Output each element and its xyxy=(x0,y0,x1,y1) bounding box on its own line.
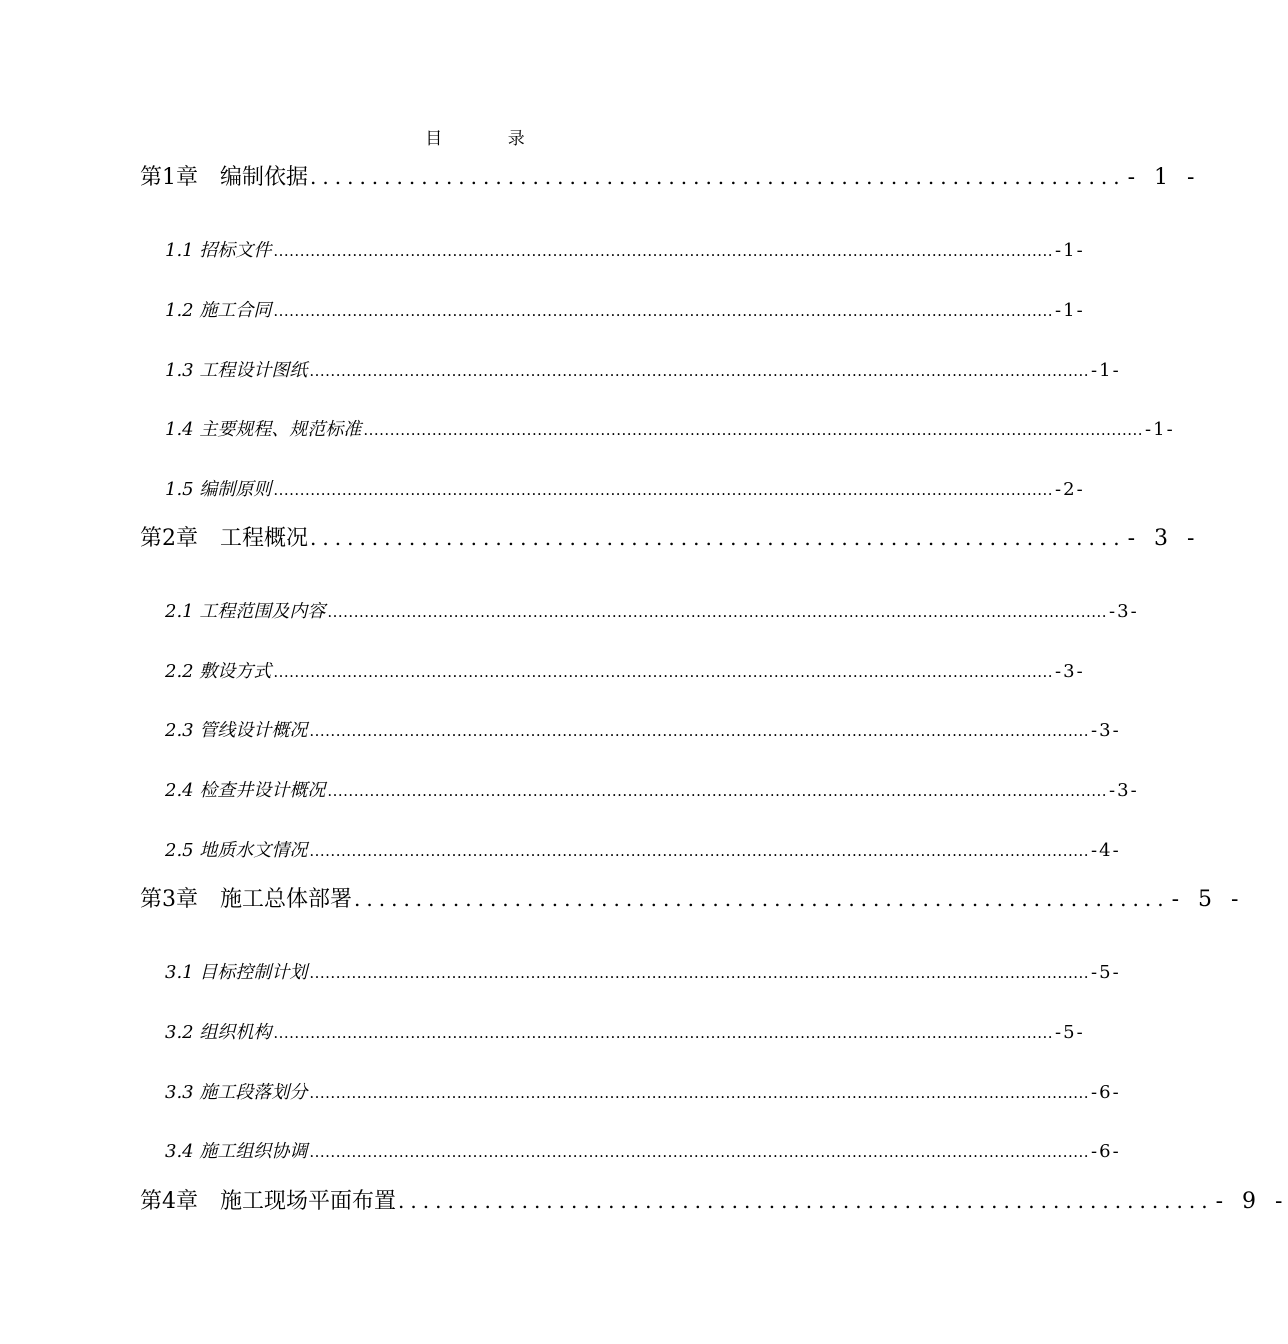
toc-section-2-5[interactable] xyxy=(165,836,1121,861)
page-number: -3- xyxy=(1109,601,1139,622)
dot-leader: .................................................................. xyxy=(398,1189,1214,1213)
section-title: 3.1 目标控制计划 xyxy=(165,962,308,983)
page-number: - 5 - xyxy=(1171,887,1245,912)
toc-chapter-3[interactable] xyxy=(140,882,1245,912)
dot-leader: .................................................................................................................................................... xyxy=(309,362,1090,380)
page-number: -3- xyxy=(1055,661,1085,682)
toc-section-2-4[interactable] xyxy=(165,776,1139,801)
page-number: -2- xyxy=(1055,479,1085,500)
dot-leader: .................................................................................................................................................... xyxy=(309,964,1090,982)
dot-leader: .................................................................................................................................................... xyxy=(309,1084,1090,1102)
page-number: -3- xyxy=(1091,720,1121,741)
toc-section-1-3[interactable] xyxy=(165,356,1121,381)
page-number: -5- xyxy=(1055,1022,1085,1043)
section-title: 2.4 检查井设计概况 xyxy=(165,780,326,801)
section-title: 2.2 敷设方式 xyxy=(165,661,272,682)
chapter-number: 第1章 xyxy=(140,165,198,190)
section-title: 2.5 地质水文情况 xyxy=(165,840,308,861)
toc-section-2-3[interactable] xyxy=(165,716,1121,741)
dot-leader: .................................................................................................................................................... xyxy=(363,421,1144,439)
dot-leader: .................................................................................................................................................... xyxy=(327,782,1108,800)
dot-leader: .................................................................. xyxy=(354,887,1170,911)
section-title: 1.4 主要规程、规范标准 xyxy=(165,419,362,440)
chapter-title: 编制依据 xyxy=(220,165,309,190)
dot-leader: .................................................................................................................................................... xyxy=(273,481,1054,499)
toc-section-3-4[interactable] xyxy=(165,1137,1121,1162)
section-title: 3.2 组织机构 xyxy=(165,1022,272,1043)
dot-leader: .................................................................. xyxy=(310,526,1126,550)
toc-section-1-1[interactable] xyxy=(165,236,1085,261)
toc-chapter-1[interactable] xyxy=(140,160,1201,190)
toc-section-1-2[interactable] xyxy=(165,296,1085,321)
section-title: 3.4 施工组织协调 xyxy=(165,1141,308,1162)
section-title: 3.3 施工段落划分 xyxy=(165,1082,308,1103)
page-number: -6- xyxy=(1091,1082,1121,1103)
toc-chapter-2[interactable] xyxy=(140,521,1201,551)
chapter-title: 施工现场平面布置 xyxy=(220,1189,397,1214)
page-number: -1- xyxy=(1055,300,1085,321)
section-title: 1.5 编制原则 xyxy=(165,479,272,500)
section-title: 1.2 施工合同 xyxy=(165,300,272,321)
dot-leader: .................................................................................................................................................... xyxy=(273,1024,1054,1042)
page-number: -6- xyxy=(1091,1141,1121,1162)
toc-section-3-3[interactable] xyxy=(165,1078,1121,1103)
dot-leader: .................................................................................................................................................... xyxy=(273,663,1054,681)
toc-section-2-1[interactable] xyxy=(165,597,1139,622)
chapter-title: 工程概况 xyxy=(220,526,309,551)
dot-leader: .................................................................................................................................................... xyxy=(309,1143,1090,1161)
page-number: -5- xyxy=(1091,962,1121,983)
dot-leader: .................................................................................................................................................... xyxy=(327,603,1108,621)
toc-section-1-4[interactable] xyxy=(165,415,1175,440)
toc-title: 目 录 xyxy=(425,129,555,149)
page-number: - 9 - xyxy=(1215,1189,1288,1214)
chapter-number: 第2章 xyxy=(140,526,198,551)
page-number: -1- xyxy=(1091,360,1121,381)
page-number: - 3 - xyxy=(1127,526,1201,551)
section-title: 1.3 工程设计图纸 xyxy=(165,360,308,381)
toc-section-3-1[interactable] xyxy=(165,958,1121,983)
dot-leader: .................................................................................................................................................... xyxy=(309,842,1090,860)
section-title: 1.1 招标文件 xyxy=(165,240,272,261)
toc-section-2-2[interactable] xyxy=(165,657,1085,682)
chapter-title: 施工总体部署 xyxy=(220,887,353,912)
dot-leader: .................................................................. xyxy=(310,165,1126,189)
dot-leader: .................................................................................................................................................... xyxy=(273,242,1054,260)
toc-chapter-4[interactable] xyxy=(140,1184,1288,1214)
page-number: -3- xyxy=(1109,780,1139,801)
page-number: - 1 - xyxy=(1127,165,1201,190)
section-title: 2.1 工程范围及内容 xyxy=(165,601,326,622)
chapter-number: 第3章 xyxy=(140,887,198,912)
toc-section-3-2[interactable] xyxy=(165,1018,1085,1043)
page-number: -1- xyxy=(1055,240,1085,261)
page-number: -4- xyxy=(1091,840,1121,861)
chapter-number: 第4章 xyxy=(140,1189,198,1214)
page-number: -1- xyxy=(1145,419,1175,440)
section-title: 2.3 管线设计概况 xyxy=(165,720,308,741)
dot-leader: .................................................................................................................................................... xyxy=(273,302,1054,320)
dot-leader: .................................................................................................................................................... xyxy=(309,722,1090,740)
toc-section-1-5[interactable] xyxy=(165,475,1085,500)
